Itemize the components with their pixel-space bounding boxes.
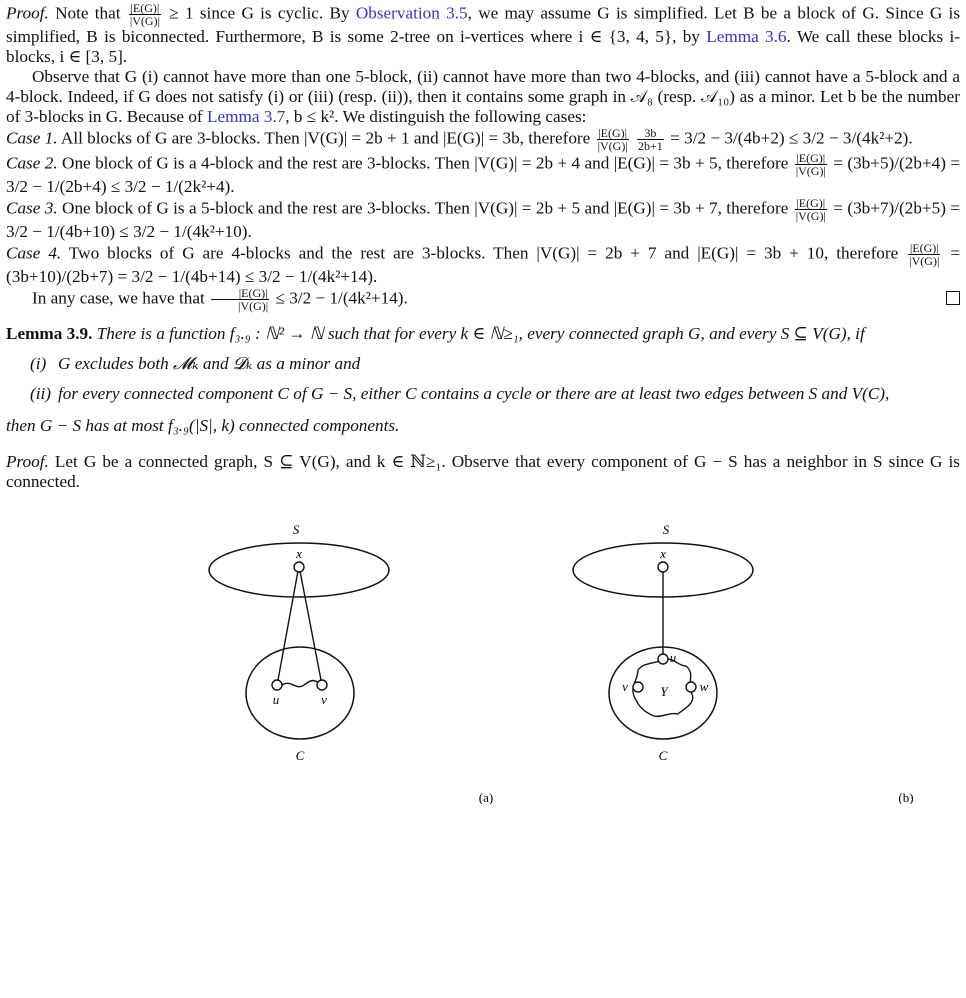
proof-label: Proof.: [6, 3, 49, 23]
svg-text:v: v: [622, 679, 628, 694]
lemma-3-7-link[interactable]: Lemma 3.7: [206, 107, 286, 126]
lemma-3-6-link[interactable]: Lemma 3.6: [706, 27, 787, 46]
label-S-right: S: [662, 522, 670, 537]
vertex-v-left: [317, 680, 327, 690]
proof-paragraph-2: Observe that G (i) cannot have more than one 5-block, (ii) cannot have more than two 4-blocks, and (iii) cannot have a 5-block and a 4-block. Indeed, if G does not satisfy (i) or (iii) (resp. (ii)), then it contains some graph in 𝒜₈ (resp. 𝒜₁₀) as a minor. Let b be the number of 3-blocks in G. Because of Lemma 3.7, b ≤ k². We distinguish the following cases:: [6, 67, 960, 126]
case-4: Case 4. Two blocks of G are 4-blocks and the rest are 3-blocks. Then |V(G)| = 2b + 7 and |E(G)| = 3b + 10, therefore $\frac{|E(G)|}{|V(G)|}$ = (3b+10)/(2b+7) = 3/2 − 1/(4b+14) ≤ 3/2 − 1/(4k²+14).: [6, 241, 961, 286]
proof-conclusion: In any case, we have that $\frac{|E(G)|}{|V(G)|}$ ≤ 3/2 − 1/(4k²+14).: [6, 287, 960, 312]
observation-3-5-link[interactable]: Observation 3.5: [355, 3, 468, 23]
svg-text:u: u: [272, 692, 280, 707]
caption-fragment-a: (a): [478, 790, 494, 804]
proof-paragraph-1: Proof. Note that $\frac{|E(G)|}{|V(G)|}$ ≥ 1 since G is cyclic. By Observation 3.5, we may assume G is simplified. Let B be a block of G. Since G is simplified, B is biconnected. Furthermore, B is some 2-tree on i-vertices where i ∈ {3, 4, 5}, by Lemma 3.6. We call these blocks i-blocks, i ∈ [3, 5].: [6, 1, 961, 66]
edge-x-v: [300, 571, 321, 680]
figure-right: [573, 522, 753, 763]
case-3: Case 3. One block of G is a 5-block and the rest are 3-blocks. Then |V(G)| = 2b + 5 and |E(G)| = 3b + 7, therefore $\frac{|E(G)|}{|V(G)|}$ = (3b+7)/(2b+5) = 3/2 − 1/(4b+10) ≤ 3/2 − 1/(4k²+10).: [6, 196, 961, 241]
fraction-EG-VG: $\frac{|E(G)|}{|V(G)|}$: [129, 1, 160, 28]
vertex-x-left: [294, 562, 304, 572]
lemma-conclusion: then G − S has at most f₃.₉(|S|, k) connected components.: [6, 416, 400, 435]
component-C-ellipse-left: [246, 647, 354, 739]
vertex-u-left: [272, 680, 282, 690]
lemma-condition-i: (i) G excludes both 𝓜ₖ and 𝓓ₖ as a minor and: [30, 354, 361, 373]
qed-square-icon: [946, 291, 960, 305]
svg-text:C: C: [295, 748, 305, 763]
label-x-left: x: [296, 546, 302, 561]
figure-components: [6, 504, 960, 804]
edge-x-u: [278, 571, 298, 680]
svg-text:C: C: [658, 748, 668, 763]
lemma-statement: There is a function f₃.₉ : ℕ² → ℕ such that for every k ∈ ℕ≥₁, every connected graph G, and every S ⊆ V(G), if: [96, 324, 865, 343]
vertex-w-right: [686, 682, 696, 692]
label-S-left: S: [292, 522, 300, 537]
vertex-x-right: [658, 562, 668, 572]
figure-left: [209, 522, 389, 763]
svg-text:v: v: [321, 692, 327, 707]
svg-text:Y: Y: [660, 684, 668, 699]
label-x-right: x: [660, 546, 666, 561]
lemma-condition-ii: (ii) for every connected component C of G − S, either C contains a cycle or there are at least two edges between S and V(C),: [30, 384, 890, 403]
case-2: Case 2. One block of G is a 4-block and the rest are 3-blocks. Then |V(G)| = 2b + 4 and |E(G)| = 3b + 5, therefore $\frac{|E(G)|}{|V(G)|}$ = (3b+5)/(2b+4) = 3/2 − 1/(2b+4) ≤ 3/2 − 1/(2k²+4).: [6, 151, 961, 196]
svg-text:w: w: [699, 679, 709, 694]
vertex-v-right: [633, 682, 643, 692]
proof-paragraph-lemma-3-9: Proof. Let G be a connected graph, S ⊆ V(G), and k ∈ ℕ≥₁. Observe that every component of G − S has a neighbor in S since G is connected.: [6, 452, 960, 491]
svg-text:u: u: [669, 650, 677, 665]
caption-fragment-b: (b): [898, 790, 914, 804]
lemma-3-9: [6, 324, 960, 344]
lemma-title: Lemma 3.9.: [6, 324, 93, 343]
case-1: Case 1. All blocks of G are 3-blocks. Then |V(G)| = 2b + 1 and |E(G)| = 3b, therefore $\frac{|E(G)|}{|V(G)|}$ $\frac{3b}{2b+1}$ = 3/2 − 3/(4b+2) ≤ 3/2 − 3/(4k²+2).: [6, 126, 913, 153]
vertex-u-right: [658, 654, 668, 664]
path-u-v: [282, 681, 322, 687]
